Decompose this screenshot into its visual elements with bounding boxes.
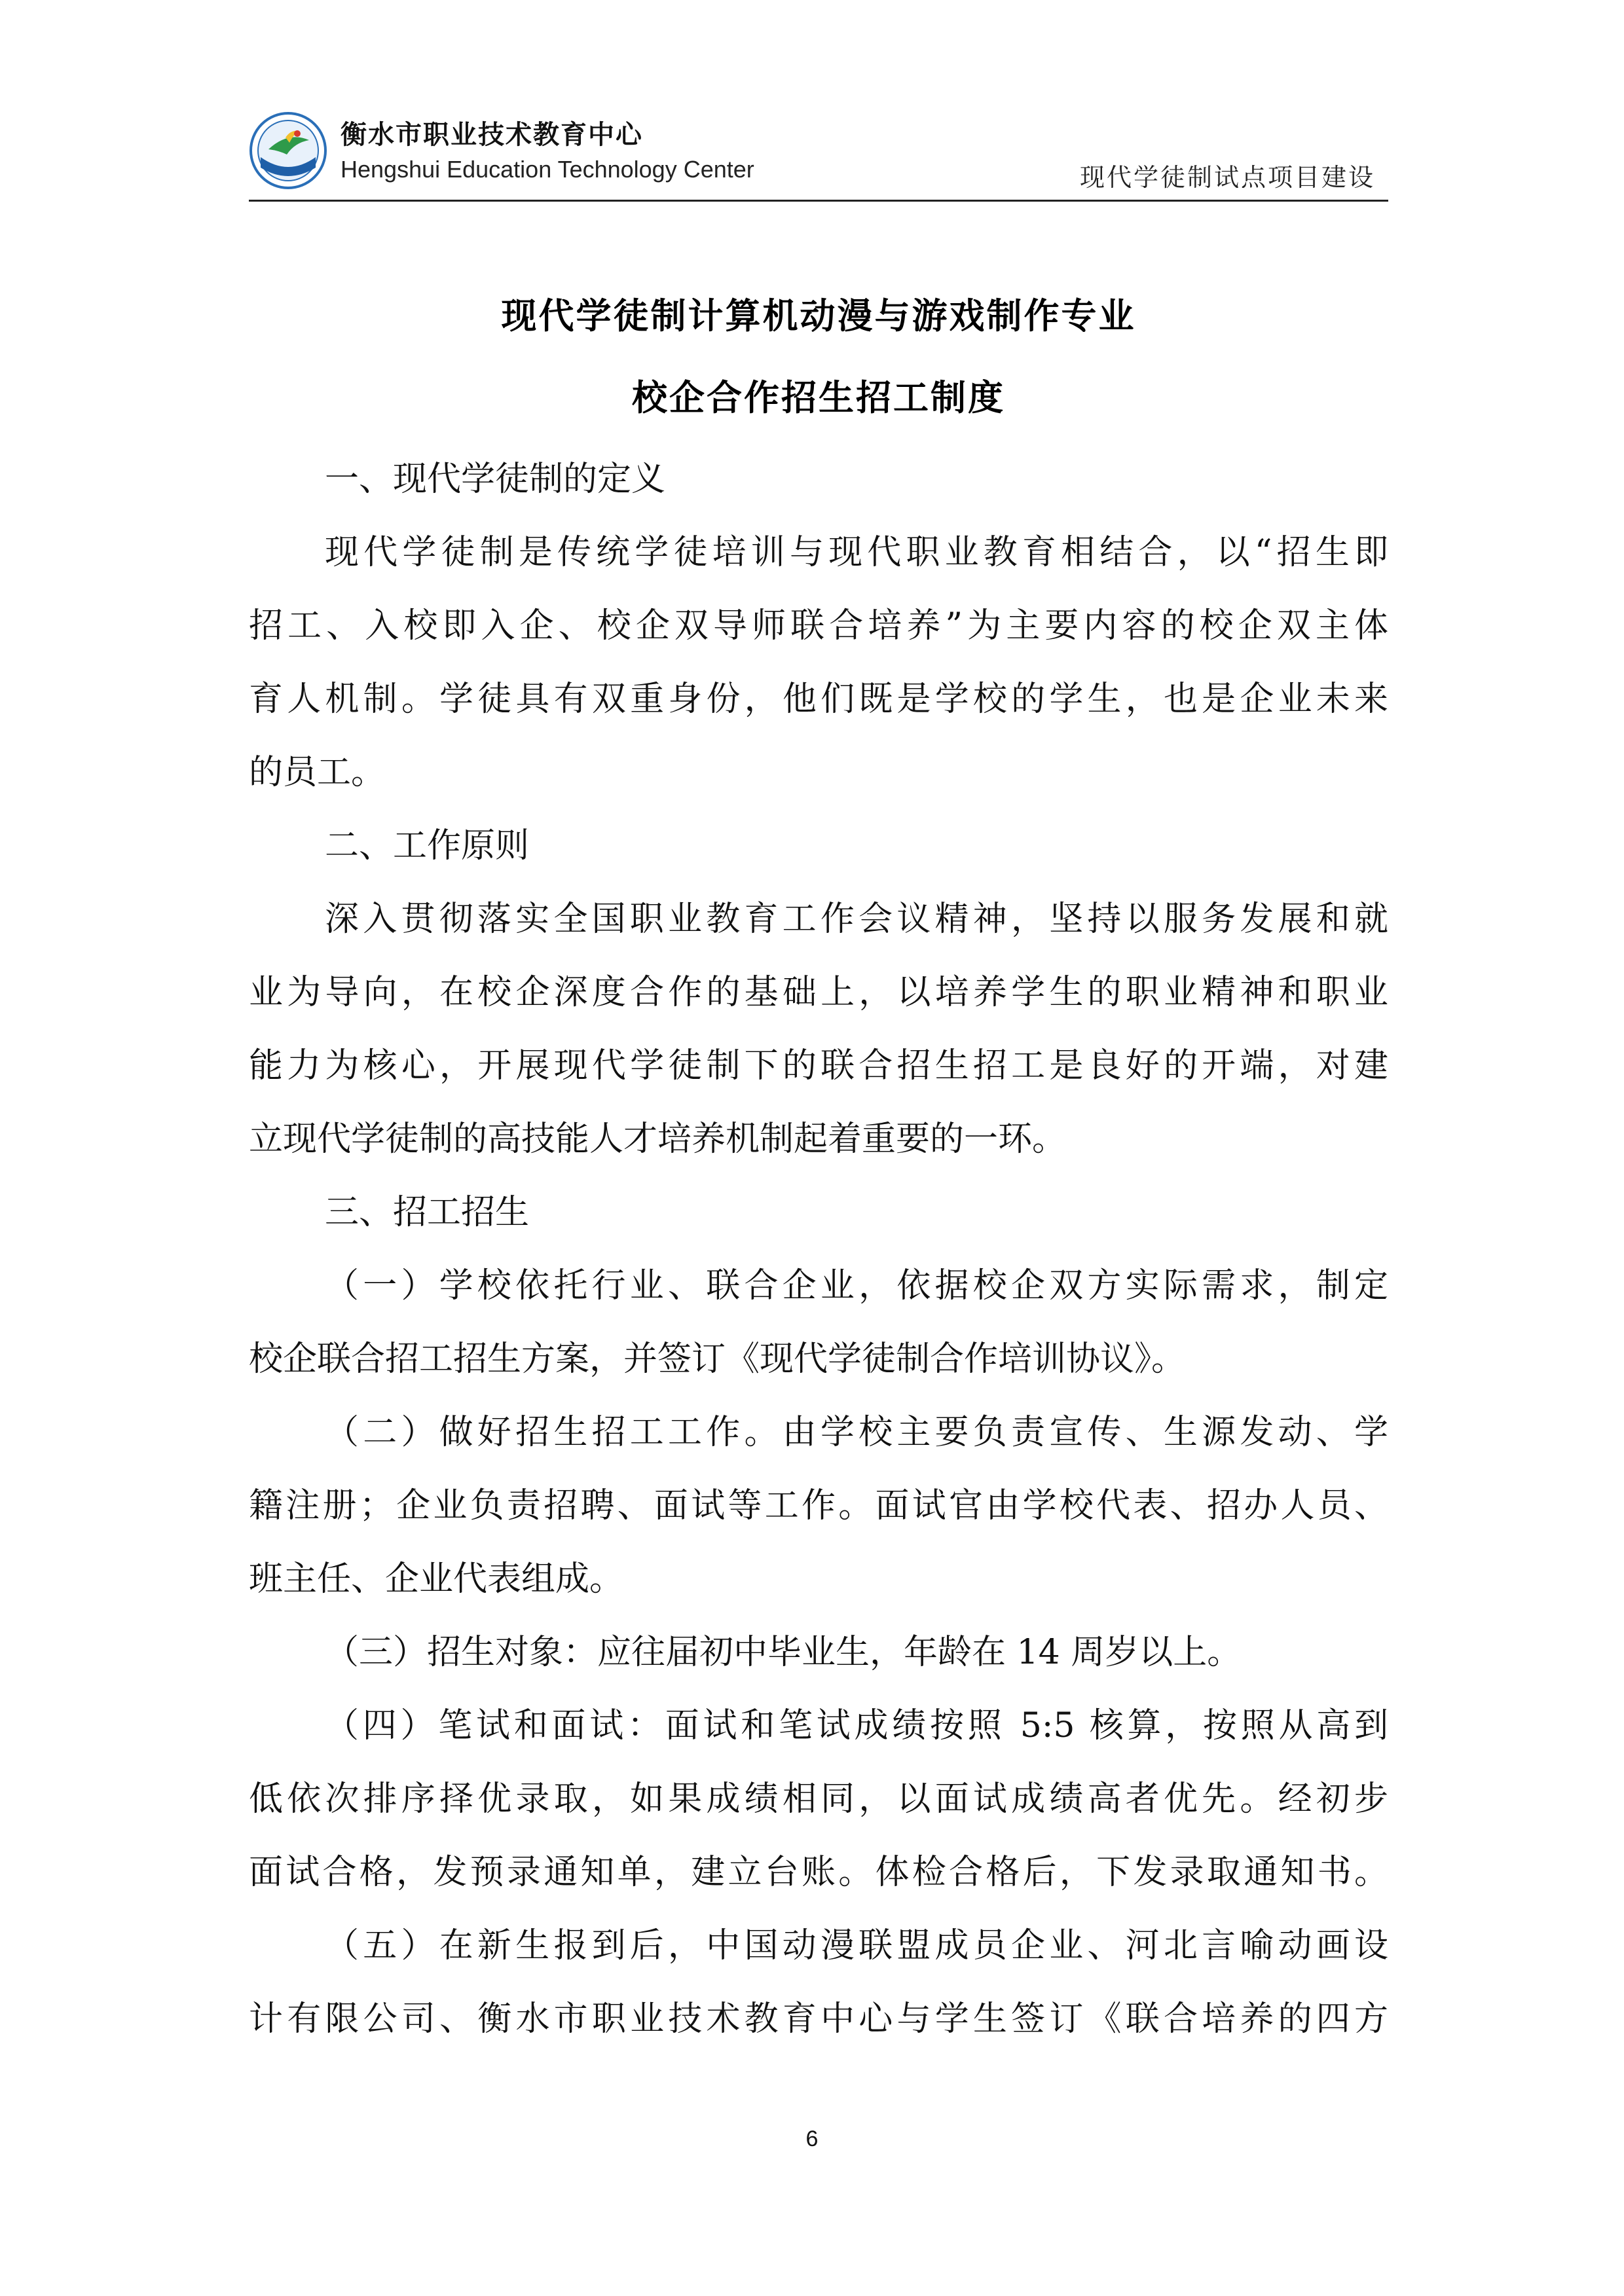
section-3-item-2-line: 籍注册；企业负责招聘、面试等工作。面试官由学校代表、招办人员、 [249, 1486, 1388, 1525]
section-1-line: 招工、入校即入企、校企双导师联合培养”为主要内容的校企双主体 [249, 606, 1388, 646]
org-name-en: Hengshui Education Technology Center [341, 156, 754, 183]
project-label: 现代学徒制试点项目建设 [1079, 163, 1375, 192]
section-3-item-3-line: （三）招生对象：应往届初中毕业生，年龄在 14 周岁以上。 [325, 1633, 1242, 1672]
section-3-heading: 三、招工招生 [325, 1193, 530, 1232]
section-3-item-4-line: 面试合格，发预录通知单，建立台账。体检合格后，下发录取通知书。 [249, 1853, 1388, 1892]
section-3-item-4-line: 低依次排序择优录取，如果成绩相同，以面试成绩高者优先。经初步 [249, 1779, 1388, 1819]
section-3-item-2-line: （二）做好招生招工工作。由学校主要负责宣传、生源发动、学 [325, 1413, 1388, 1452]
section-3-item-5-line: （五）在新生报到后，中国动漫联盟成员企业、河北言喻动画设 [325, 1926, 1388, 1965]
page-number: 6 [805, 2126, 819, 2151]
section-3-item-4-line: （四）笔试和面试：面试和笔试成绩按照 5:5 核算，按照从高到 [325, 1706, 1388, 1745]
section-2-heading: 二、工作原则 [325, 826, 530, 866]
document-title-line-1: 现代学徒制计算机动漫与游戏制作专业 [501, 295, 1136, 337]
section-2-line: 深入贯彻落实全国职业教育工作会议精神，坚持以服务发展和就 [325, 900, 1388, 939]
section-1-line: 育人机制。学徒具有双重身份，他们既是学校的学生，也是企业未来 [249, 680, 1388, 719]
document-title-line-2: 校企合作招生招工制度 [632, 377, 1005, 418]
section-2-line: 立现代学徒制的高技能人才培养机制起着重要的一环。 [249, 1120, 1067, 1159]
section-3-item-5-line: 计有限公司、衡水市职业技术教育中心与学生签订《联合培养的四方 [249, 1999, 1388, 2039]
section-1-line: 现代学徒制是传统学徒培训与现代职业教育相结合，以“招生即 [325, 533, 1388, 572]
section-3-item-1-line: 校企联合招工招生方案，并签订《现代学徒制合作培训协议》。 [249, 1339, 1186, 1379]
org-name-cn: 衡水市职业技术教育中心 [341, 120, 643, 150]
section-2-line: 能力为核心，开展现代学徒制下的联合招生招工是良好的开端，对建 [249, 1046, 1388, 1085]
section-3-item-2-line: 班主任、企业代表组成。 [249, 1559, 624, 1599]
section-1-line: 的员工。 [249, 753, 386, 792]
school-emblem-icon [249, 111, 327, 190]
section-3-item-1-line: （一）学校依托行业、联合企业，依据校企双方实际需求，制定 [325, 1266, 1388, 1305]
section-2-line: 业为导向，在校企深度合作的基础上，以培养学生的职业精神和职业 [249, 973, 1388, 1012]
section-1-heading: 一、现代学徒制的定义 [325, 460, 666, 499]
page-header [249, 105, 1388, 202]
